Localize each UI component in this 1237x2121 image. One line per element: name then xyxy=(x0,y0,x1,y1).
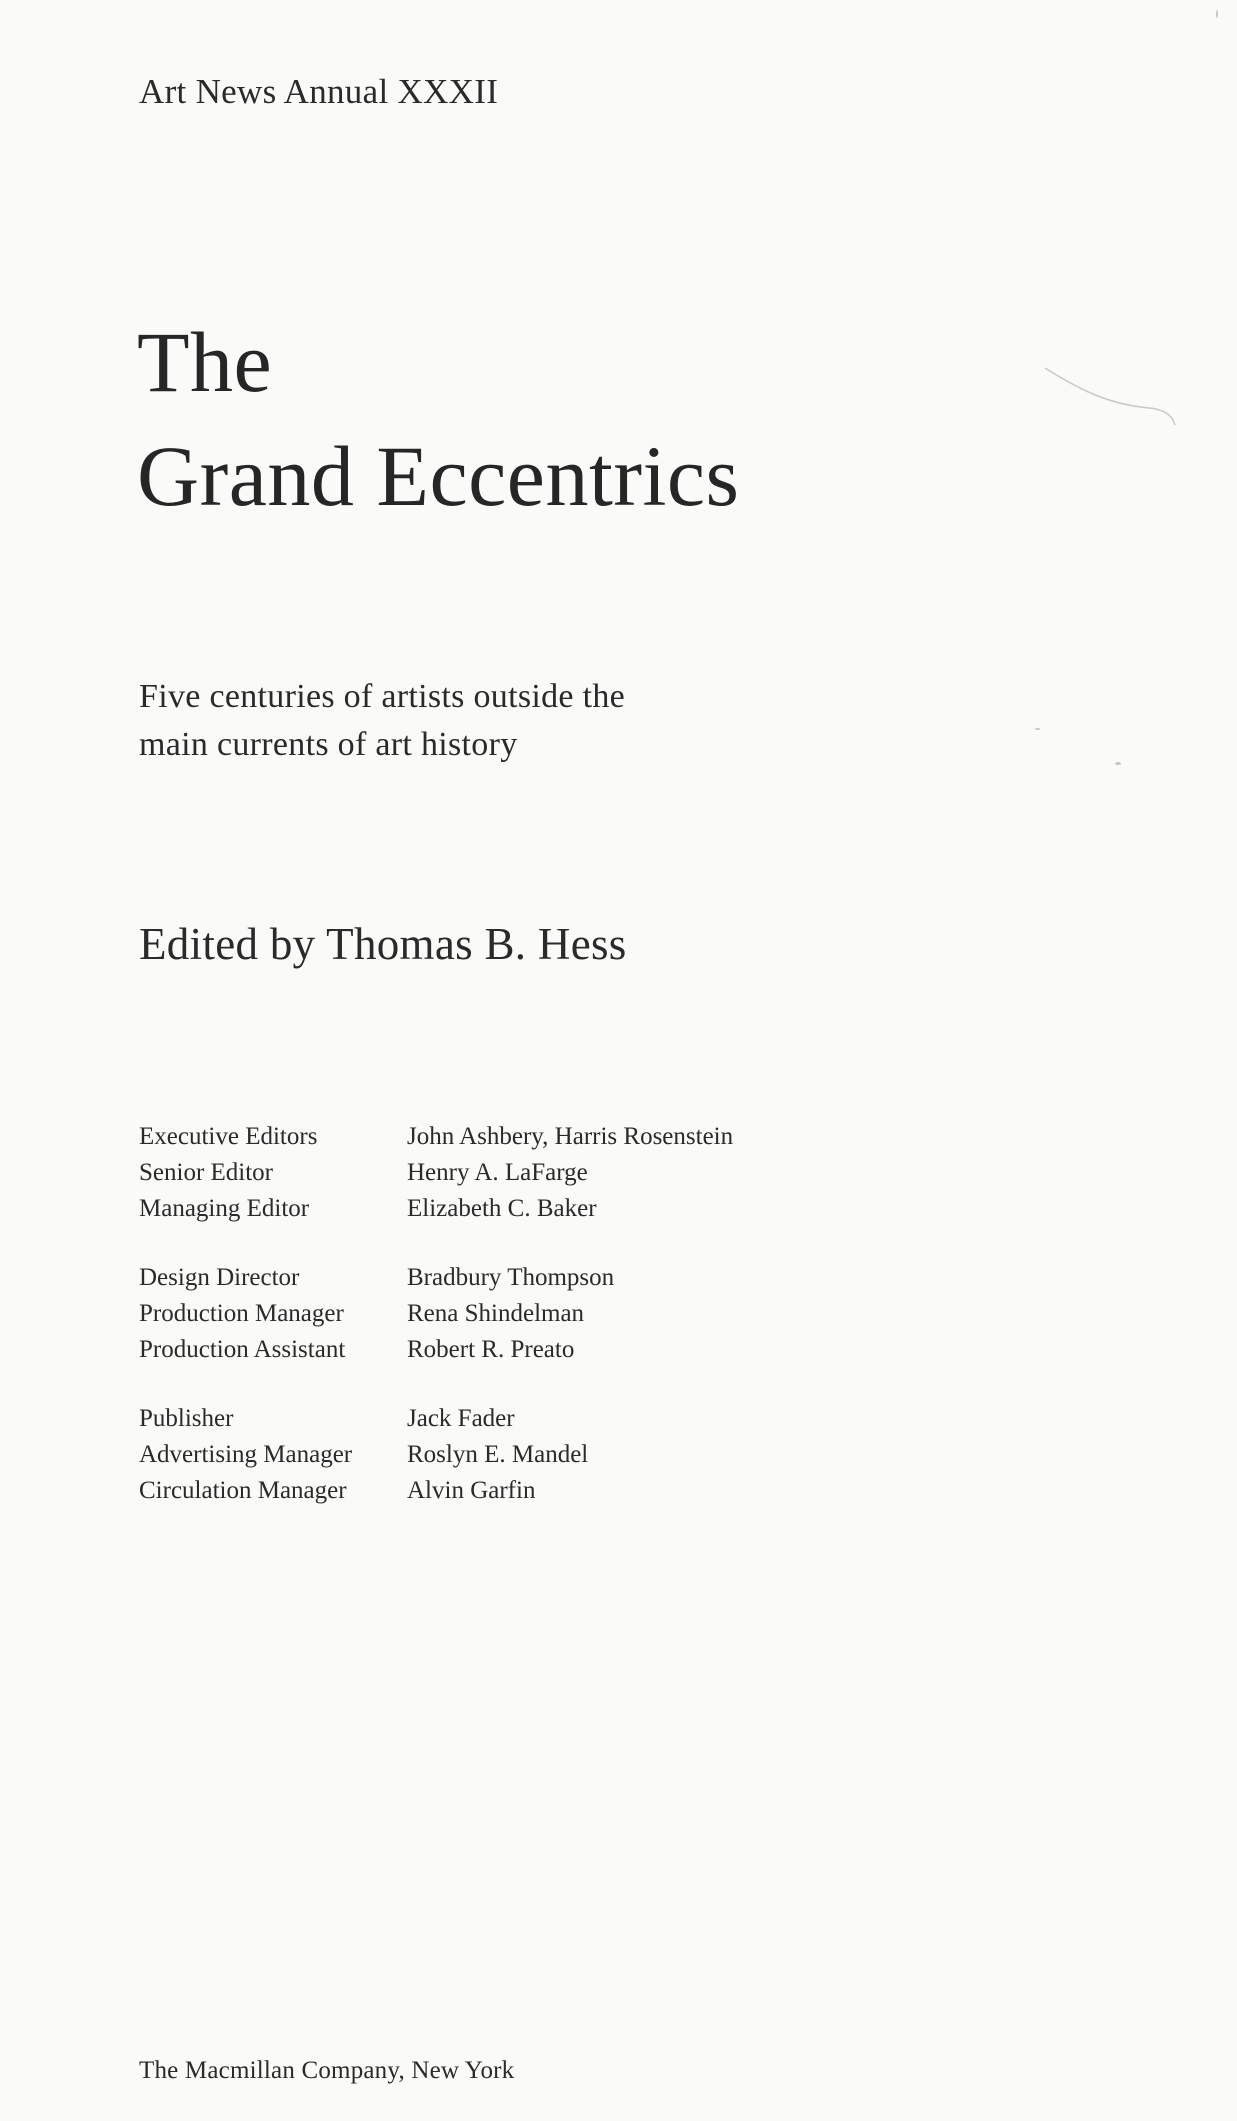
staff-name: John Ashbery, Harris Rosenstein xyxy=(407,1123,734,1150)
staff-name: Elizabeth C. Baker xyxy=(407,1195,597,1222)
editor-credit: Edited by Thomas B. Hess xyxy=(139,919,627,969)
staff-group-editorial xyxy=(139,1119,733,1227)
staff-group-production xyxy=(139,1260,733,1368)
book-title-line-2: Grand Eccentrics xyxy=(137,428,740,524)
staff-role: Circulation Manager xyxy=(139,1477,347,1504)
scan-speck xyxy=(1115,762,1121,765)
staff-row xyxy=(139,1473,733,1509)
staff-role: Design Director xyxy=(139,1264,300,1291)
staff-row xyxy=(139,1332,733,1368)
staff-row xyxy=(139,1401,733,1437)
staff-name: Henry A. LaFarge xyxy=(407,1159,588,1186)
staff-role: Production Assistant xyxy=(139,1336,346,1363)
book-subtitle xyxy=(139,673,625,769)
book-subtitle-line-2: main currents of art history xyxy=(139,726,518,763)
staff-name: Alvin Garfin xyxy=(407,1477,536,1504)
staff-row xyxy=(139,1296,733,1332)
staff-name: Robert R. Preato xyxy=(407,1336,575,1363)
staff-role: Production Manager xyxy=(139,1300,344,1327)
staff-name: Bradbury Thompson xyxy=(407,1264,615,1291)
staff-role: Managing Editor xyxy=(139,1195,310,1222)
staff-name: Roslyn E. Mandel xyxy=(407,1441,589,1468)
staff-row xyxy=(139,1260,733,1296)
staff-name: Jack Fader xyxy=(407,1405,515,1432)
staff-role: Senior Editor xyxy=(139,1159,274,1186)
publisher-imprint: The Macmillan Company, New York xyxy=(139,2057,515,2084)
staff-role: Executive Editors xyxy=(139,1123,318,1150)
scan-speck xyxy=(1035,728,1040,730)
scan-mark xyxy=(1040,360,1180,430)
staff-row xyxy=(139,1191,733,1227)
staff-row xyxy=(139,1119,733,1155)
staff-group-business xyxy=(139,1401,733,1509)
book-subtitle-line-1: Five centuries of artists outside the xyxy=(139,678,626,715)
staff-role: Publisher xyxy=(139,1405,234,1432)
scan-speck xyxy=(1216,10,1218,18)
staff-row xyxy=(139,1155,733,1191)
staff-role: Advertising Manager xyxy=(139,1441,353,1468)
staff-masthead xyxy=(139,1119,733,1542)
staff-name: Rena Shindelman xyxy=(407,1300,585,1327)
book-title xyxy=(137,305,740,533)
series-title: Art News Annual XXXII xyxy=(139,72,499,111)
staff-row xyxy=(139,1437,733,1473)
book-title-line-1: The xyxy=(137,314,273,410)
